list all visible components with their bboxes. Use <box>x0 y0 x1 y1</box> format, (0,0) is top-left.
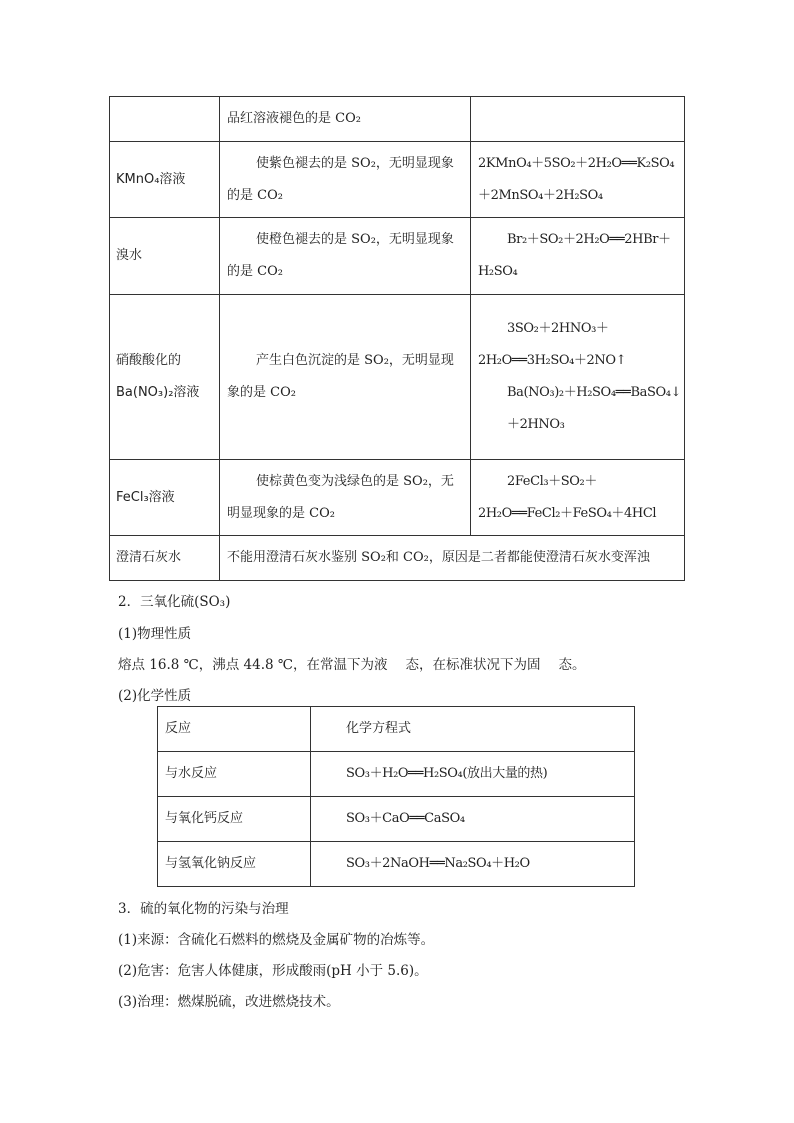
so2-co2-identification-table <box>109 96 685 581</box>
list-item: (2)危害：危害人体健康，形成酸雨(pH 小于 5.6)。 <box>118 963 428 979</box>
reaction-name: 与氢氧化钠反应 <box>158 842 311 887</box>
equation-cell <box>471 460 685 536</box>
cell-text: 品红溶液褪色的是 CO₂ <box>220 97 471 142</box>
limewater-note: 不能用澄清石灰水鉴别 SO₂和 CO₂，原因是二者都能使澄清石灰水变浑浊 <box>220 536 685 581</box>
reaction-name: 与氧化钙反应 <box>158 797 311 842</box>
phenomenon-line: 的是 CO₂ <box>227 187 283 203</box>
list-item: (1)来源：含硫化石燃料的燃烧及金属矿物的冶炼等。 <box>118 932 435 948</box>
section-title: 2．三氧化硫(SO₃) <box>118 594 231 610</box>
reaction-name: 与水反应 <box>158 752 311 797</box>
equation-line: 2H₂O══3H₂SO₄＋2NO↑ <box>478 353 627 368</box>
subsection-title: (1)物理性质 <box>118 626 192 642</box>
section-title: 3．硫的氧化物的污染与治理 <box>118 901 289 917</box>
equation-cell <box>471 295 685 460</box>
equation-line: ＋2HNO₃ <box>507 417 565 432</box>
subsection-title: (2)化学性质 <box>118 688 192 704</box>
reagent-limewater: 澄清石灰水 <box>110 536 220 581</box>
reaction-equation: SO₃＋2NaOH══Na₂SO₄＋H₂O <box>311 842 635 887</box>
reagent-kmno4: KMnO₄溶液 <box>110 142 220 218</box>
equation-line: ＋2MnSO₄＋2H₂SO₄ <box>478 187 603 203</box>
text-fragment: 态。 <box>558 657 586 673</box>
reagent-bromine-water: 溴水 <box>110 218 220 295</box>
equation-cell <box>471 142 685 218</box>
phenomenon-line: 象的是 CO₂ <box>227 385 296 400</box>
phenomenon-line: 明显现象的是 CO₂ <box>227 505 335 521</box>
equation-line: 2H₂O══FeCl₂＋FeSO₄＋4HCl <box>478 505 657 521</box>
equation-line: Br₂＋SO₂＋2H₂O══2HBr＋ <box>507 232 671 247</box>
phenomenon-line: 产生白色沉淀的是 SO₂，无明显现 <box>256 353 454 368</box>
cell-empty <box>471 97 685 142</box>
header-reaction: 反应 <box>158 707 311 752</box>
header-equation: 化学方程式 <box>311 707 635 752</box>
phenomenon-line: 使棕黄色变为浅绿色的是 SO₂，无 <box>256 473 454 489</box>
phenomenon-line: 使橙色褪去的是 SO₂，无明显现象 <box>256 232 454 247</box>
physical-properties-text <box>118 653 586 673</box>
reaction-equation: SO₃＋CaO══CaSO₄ <box>311 797 635 842</box>
equation-line: 3SO₂＋2HNO₃＋ <box>507 321 609 336</box>
list-item: (3)治理：燃煤脱硫，改进燃烧技术。 <box>118 994 340 1010</box>
phenomenon-cell <box>220 295 471 460</box>
reaction-equation: SO₃＋H₂O══H₂SO₄(放出大量的热) <box>311 752 635 797</box>
phenomenon-line: 的是 CO₂ <box>227 264 283 279</box>
reagent-fecl3: FeCl₃溶液 <box>110 460 220 536</box>
phenomenon-cell <box>220 460 471 536</box>
equation-line: 2KMnO₄＋5SO₂＋2H₂O══K₂SO₄ <box>478 155 675 171</box>
equation-line: Ba(NO₃)₂＋H₂SO₄══BaSO₄↓ <box>507 385 682 400</box>
text-fragment: 态，在标准状况下为固 <box>405 657 541 673</box>
phenomenon-cell <box>220 218 471 295</box>
equation-cell <box>471 218 685 295</box>
cell-empty <box>110 97 220 142</box>
text-fragment: 熔点 16.8 ℃，沸点 44.8 ℃，在常温下为液 <box>118 657 388 673</box>
equation-line: H₂SO₄ <box>478 264 518 279</box>
equation-line: 2FeCl₃＋SO₂＋ <box>507 473 597 489</box>
reagent-line: 硝酸酸化的 <box>116 353 182 368</box>
phenomenon-line: 使紫色褪去的是 SO₂，无明显现象 <box>256 155 454 171</box>
reagent-line: Ba(NO₃)₂溶液 <box>116 385 200 400</box>
reagent-barium-nitrate <box>110 295 220 460</box>
so3-reactions-table <box>157 706 635 887</box>
phenomenon-cell <box>220 142 471 218</box>
